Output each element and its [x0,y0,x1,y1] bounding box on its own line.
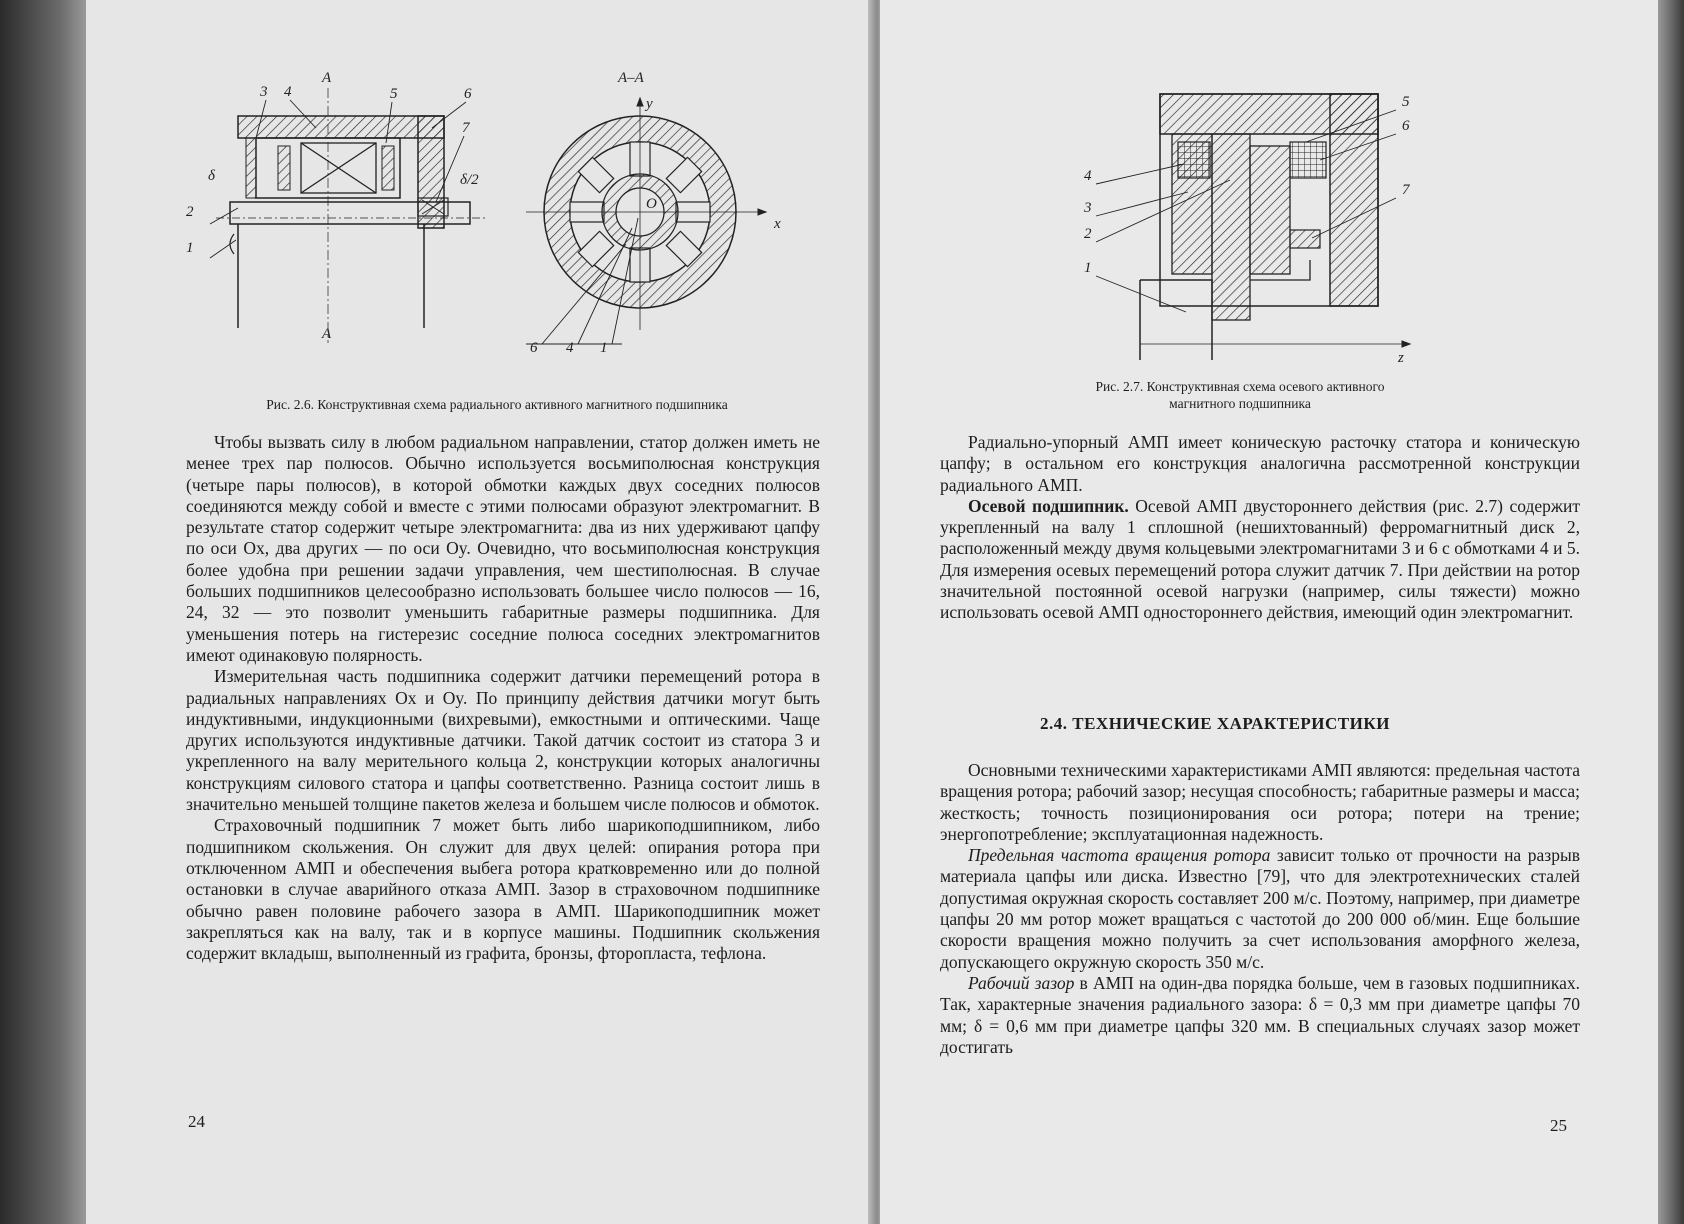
figure-2-7-caption [990,378,1490,412]
label-6: 6 [1402,118,1410,134]
label-4: 4 [284,84,292,100]
working-gap-term: Рабочий зазор [968,972,1075,993]
label-2: 2 [186,204,194,220]
left-page [86,0,878,1224]
right-paragraph-5 [940,973,1580,1058]
figure-2-6 [186,68,806,368]
right-page [880,0,1658,1224]
figure-2-7 [950,80,1420,370]
right-paragraph-2-text: Осевой АМП двустороннего действия (рис. 2.7) содержит укрепленный на валу 1 сплошной (нешихтованный) ферромагнитный диск 2, расположенный между двумя кольцевыми электромагнитами 3 и 6 с обмотками 4 и 5. Для измерения осевых перемещений ротора служит датчик 7. При действии на ротор значительной постоянной осевой нагрузки (например, силы тяжести) можно использовать осевой АМП одностороннего действия, имеющий один электромагнит. [940,495,1580,623]
figure-2-7-caption-line1: Рис. 2.7. Конструктивная схема осевого активного [1095,379,1385,394]
left-body-text [186,432,820,964]
page-number-left: 24 [188,1112,205,1131]
label-bottom-1: 1 [600,340,608,356]
figure-2-7-caption-line2: магнитного подшипника [1169,396,1311,411]
page-number-right: 25 [1550,1116,1567,1135]
axial-bearing-term: Осевой подшипник. [968,495,1129,516]
right-body-top [940,432,1580,624]
label-section-bottom: А [322,326,332,342]
label-1: 1 [1084,260,1092,276]
right-paragraph-4-text: зависит только от прочности на разрыв материала цапфы или диска. Известно [79], что для электротехнических сталей допустимая окружная скорость составляет 200 м/с. Поэтому, например, при диаметре цапфы 20 мм ротор может вращаться с частотой до 200 000 об/мин. Еще большие скорости вращения можно получить за счет использования аморфного железа, допускающего окружную скорость 350 м/с. [940,845,1580,972]
label-3: 3 [260,84,268,100]
left-paragraph-3: Страховочный подшипник 7 может быть либо шарикоподшипником, либо подшипником скольжения. Он служит для двух целей: опирания ротора при отключенном АМП и обеспечения выбега ротора кратковременно или до полной остановки в случае аварийного отказа АМП. Зазор в страховочном подшипнике обычно равен половине рабочего зазора в АМП. Шарикоподшипник может закрепляться как на валу, так и в корпусе машины. Подшипник скольжения содержит вкладыш, выполненный из графита, бронзы, фторопласта, тефлона. [186,815,820,964]
book-edge-left [0,0,86,1224]
right-paragraph-1: Радиально-упорный АМП имеет коническую расточку статора и коническую цапфу; в остальном его конструкция аналогична рассмотренной конструкции радиального АМП. [940,432,1580,495]
label-axis-y: y [646,96,653,112]
right-paragraph-4 [940,845,1580,973]
label-7: 7 [1402,182,1410,198]
figure-2-6-caption: Рис. 2.6. Конструктивная схема радиального активного магнитного подшипника [266,397,728,412]
max-speed-term: Предельная частота вращения ротора [968,845,1271,866]
section-heading: 2.4. ТЕХНИЧЕСКИЕ ХАРАКТЕРИСТИКИ [1040,714,1390,733]
label-5: 5 [390,86,398,102]
label-bottom-6: 6 [530,340,538,356]
label-2: 2 [1084,226,1092,242]
label-delta: δ [208,168,215,184]
label-origin: O [646,196,657,212]
label-axis-z: z [1398,350,1404,366]
right-paragraph-2 [940,496,1580,624]
label-delta-half: δ/2 [460,172,479,188]
label-5: 5 [1402,94,1410,110]
label-bottom-4: 4 [566,340,574,356]
label-4: 4 [1084,168,1092,184]
book-edge-right [1658,0,1684,1224]
label-7: 7 [462,120,470,136]
right-paragraph-5-text: в АМП на один-два порядка больше, чем в газовых подшипниках. Так, характерные значения радиального зазора: δ = 0,3 мм при диаметре цапфы 70 мм; δ = 0,6 мм при диаметре цапфы 320 мм. В специальных случаях зазор может достигать [940,972,1581,1057]
label-3: 3 [1084,200,1092,216]
label-section-title: А–А [618,70,644,86]
left-paragraph-1: Чтобы вызвать силу в любом радиальном направлении, статор должен иметь не менее трех пар полюсов. Обычно используется восьмиполюсная конструкция (четыре пары полюсов), в которой обмотки каждых двух соседних полюсов соединяются между собой и вместе с этими полюсами образуют электромагнит. В результате статор содержит четыре электромагнита: два из них удерживают цапфу по оси Ox, два других — по оси Oy. Очевидно, что восьмиполюсная конструкция более удобна при решении задачи управления, чем шестиполюсная. В случае больших подшипников целесообразно использовать большее число полюсов — 16, 24, 32 — это позволит уменьшить габаритные размеры подшипника. Для уменьшения потерь на гистерезис соседние полюса соседних электромагнитов имеют одинаковую полярность. [186,432,820,665]
right-body-bottom [940,760,1580,1058]
label-1: 1 [186,240,194,256]
label-section-top: А [322,70,332,86]
label-axis-x: x [774,216,781,232]
left-paragraph-2: Измерительная часть подшипника содержит датчики перемещений ротора в радиальных направлениях Ox и Oy. По принципу действия датчики могут быть индуктивными, индукционными (вихревыми), емкостными и оптическими. Чаще других используются индуктивные датчики. Такой датчик состоит из статора 3 и укрепленного на валу мерительного кольца 2, конструкции которых аналогичны конструкциям силового статора и цапфы соответственно. Разница состоит лишь в значительно меньшей толщине пакетов железа и большем числе полюсов и обмоток. [186,666,820,815]
right-paragraph-3: Основными техническими характеристиками АМП являются: предельная частота вращения ротора; рабочий зазор; несущая способность; габаритные размеры и масса; жесткость; точность позиционирования оси ротора; потери на трение; энергопотребление; эксплуатационная надежность. [940,760,1580,844]
label-6: 6 [464,86,472,102]
